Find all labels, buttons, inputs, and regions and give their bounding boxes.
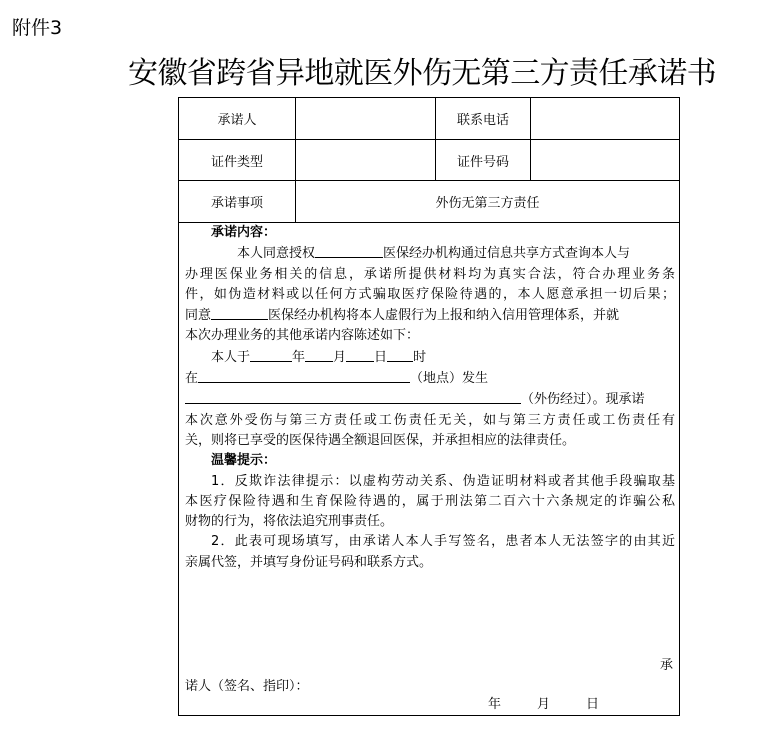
date-month: 月 [537, 697, 551, 712]
content-line: 关，则将已享受的医保待遇全额退回医保，并承担相应的法律责任。 [185, 432, 576, 448]
content-heading: 承诺内容： [211, 225, 277, 240]
attachment-label: 附件3 [12, 17, 63, 39]
id-number-field[interactable] [531, 140, 679, 180]
incident-place-line: 在 （地点）发生 [185, 368, 675, 389]
signature-prefix: 承 [659, 658, 673, 673]
content-line: 件，如伪造材料或以任何方式骗取医疗保险待遇的，本人愿意承担一切后果； [185, 286, 675, 302]
date-year: 年 [488, 697, 502, 712]
content-line: 办理医保业务相关的信息，承诺所提供材料均为真实合法，符合办理业务条 [185, 266, 675, 282]
tip-line: 2．此表可现场填写，由承诺人本人手写签名，患者本人无法签字的由其近 [211, 534, 675, 550]
content-line: 本次意外受伤与第三方责任或工伤责任无关，如与第三方责任或工伤责任有 [185, 412, 675, 428]
signature-label: 诺人（签名、指印）： [185, 679, 309, 694]
blank-field[interactable] [305, 347, 333, 362]
commitment-content [185, 223, 675, 573]
tip-line: 亲属代签，并填写身份证号码和联系方式。 [185, 554, 433, 570]
blank-field[interactable] [315, 243, 383, 258]
content-line: 同意 医保经办机构将本人虚假行为上报和纳入信用管理体系，并就 [185, 305, 675, 326]
content-line: 本人同意授权 医保经办机构通过信息共享方式查询本人与 [185, 243, 675, 264]
promiser-field[interactable] [296, 98, 435, 139]
incident-time-line: 本人于 年 月 日 时 [185, 347, 675, 368]
blank-field[interactable] [185, 389, 521, 404]
blank-field[interactable] [211, 305, 268, 320]
blank-field[interactable] [250, 347, 292, 362]
tip-line: 1．反欺诈法律提示：以虚构劳动关系、伪造证明材料或者其他手段骗取基 [211, 473, 675, 489]
tips-heading: 温馨提示： [211, 453, 277, 469]
blank-field[interactable] [387, 347, 413, 362]
promiser-label: 承诺人 [217, 113, 257, 128]
phone-label: 联系电话 [456, 113, 509, 128]
date-day: 日 [586, 697, 600, 712]
incident-process-line: （外伤经过）。现承诺 [185, 389, 675, 410]
tip-line: 财物的行为，将依法追究刑事责任。 [185, 514, 394, 530]
matter-value: 外伤无第三方责任 [435, 196, 540, 211]
blank-field[interactable] [198, 368, 410, 383]
commitment-form [178, 97, 680, 716]
document-title: 安徽省跨省异地就医外伤无第三方责任承诺书 [128, 56, 716, 91]
id-type-field[interactable] [296, 140, 435, 180]
blank-field[interactable] [346, 347, 374, 362]
tip-line: 本医疗保险待遇和生育保险待遇的，属于刑法第二百六十六条规定的诈骗公私 [185, 493, 675, 509]
phone-field[interactable] [531, 98, 679, 139]
matter-label: 承诺事项 [210, 196, 263, 211]
id-type-label: 证件类型 [210, 154, 263, 170]
content-line: 本次办理业务的其他承诺内容陈述如下： [185, 328, 420, 344]
id-number-label: 证件号码 [456, 154, 509, 170]
